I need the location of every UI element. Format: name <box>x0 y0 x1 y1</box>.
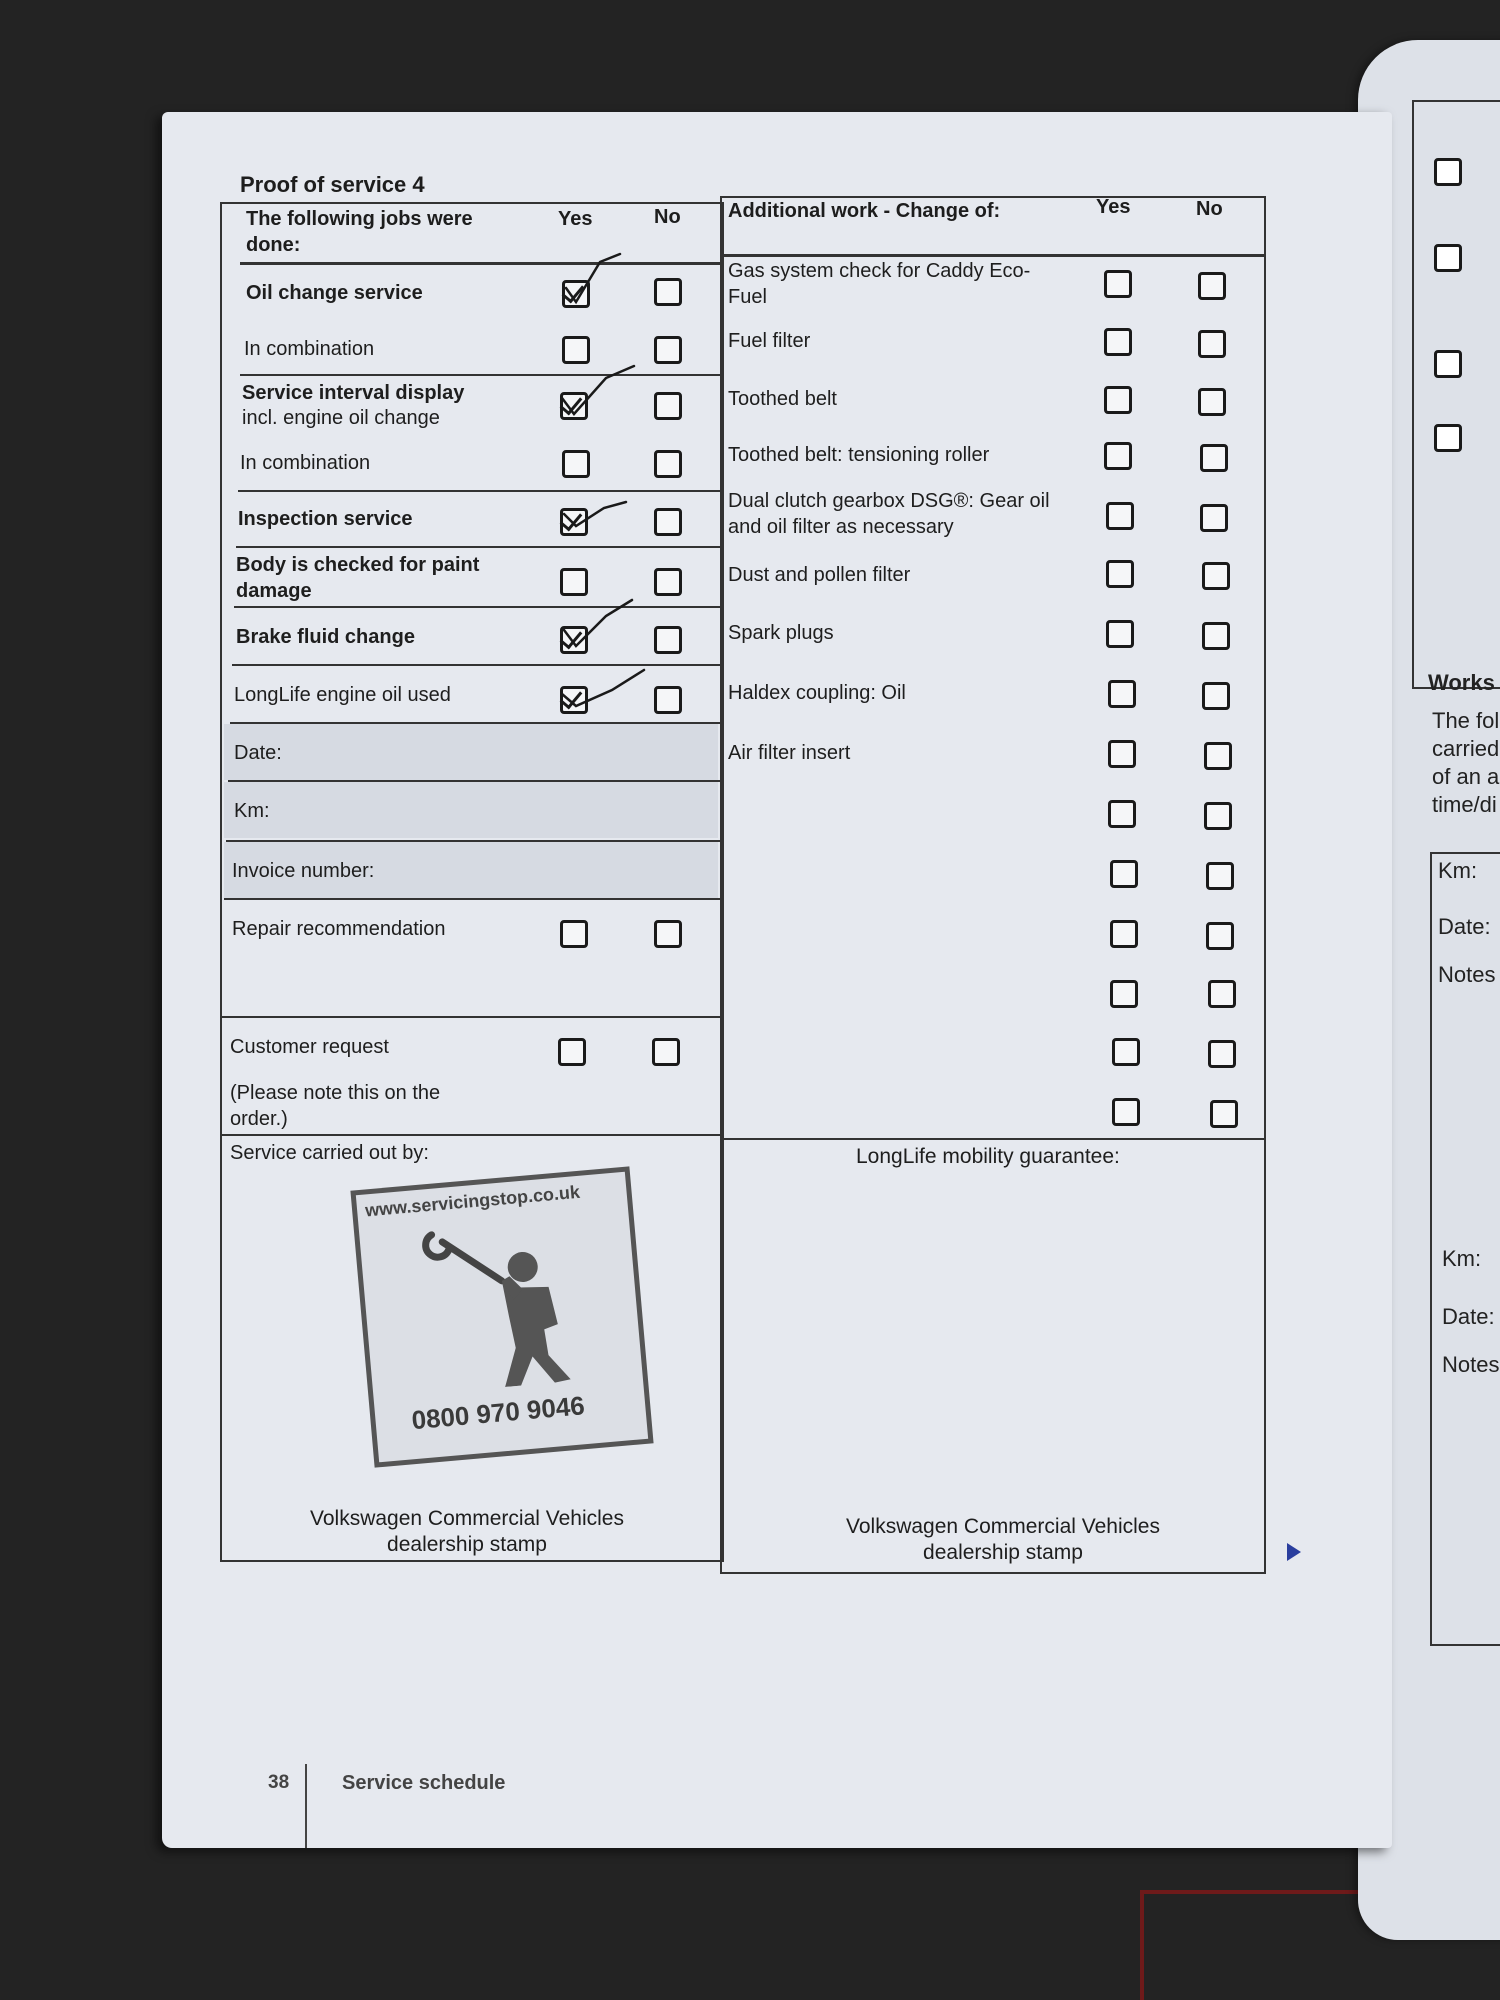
customer-request-label: Customer request <box>230 1036 389 1058</box>
job-yes-checkbox[interactable] <box>560 686 588 714</box>
date-row-shade <box>224 724 718 780</box>
job-yes-checkbox[interactable] <box>562 450 590 478</box>
left-header-label: The following jobs were done: <box>246 208 473 256</box>
left-header-no: No <box>654 206 681 228</box>
additional-work-label: Toothed belt: tensioning roller <box>728 444 990 466</box>
right-stamp-caption: Volkswagen Commercial Vehicles dealership stamp <box>846 1515 1160 1564</box>
additional-no-checkbox[interactable] <box>1208 980 1236 1008</box>
additional-work-label: Air filter insert <box>728 742 851 764</box>
additional-no-checkbox[interactable] <box>1200 504 1228 532</box>
additional-no-checkbox[interactable] <box>1206 922 1234 950</box>
additional-yes-checkbox[interactable] <box>1108 740 1136 768</box>
row-divider <box>240 374 720 376</box>
repair-recommendation-label: Repair recommendation <box>232 918 446 940</box>
job-label: LongLife engine oil used <box>234 684 451 706</box>
job-no-checkbox[interactable] <box>654 686 682 714</box>
additional-yes-checkbox[interactable] <box>1104 386 1132 414</box>
additional-no-checkbox[interactable] <box>1204 802 1232 830</box>
additional-work-label: Haldex coupling: Oil <box>728 682 906 704</box>
job-no-checkbox[interactable] <box>654 392 682 420</box>
longlife-guarantee-label: LongLife mobility guarantee: <box>856 1145 1120 1168</box>
next-page-checkbox[interactable] <box>1434 158 1462 186</box>
date-label: Date: <box>234 742 282 764</box>
job-yes-checkbox[interactable] <box>560 392 588 420</box>
additional-work-label: Spark plugs <box>728 622 834 644</box>
job-no-checkbox[interactable] <box>654 278 682 306</box>
page-number: 38 <box>268 1772 290 1793</box>
right-header-no: No <box>1196 198 1223 220</box>
page-title: Proof of service 4 <box>240 172 425 197</box>
job-label: Service interval display <box>242 382 465 404</box>
additional-work-label: Dust and pollen filter <box>728 564 911 586</box>
next-page-notes: Notes <box>1438 962 1496 987</box>
customer-no-checkbox[interactable] <box>652 1038 680 1066</box>
additional-yes-checkbox[interactable] <box>1104 328 1132 356</box>
additional-yes-checkbox[interactable] <box>1110 980 1138 1008</box>
next-page-km: Km: <box>1438 858 1478 883</box>
next-page-line: The fol <box>1432 708 1500 733</box>
invoice-label: Invoice number: <box>232 860 375 882</box>
additional-work-label: Gas system check for Caddy Eco-Fuel <box>728 260 1031 308</box>
additional-yes-checkbox[interactable] <box>1108 680 1136 708</box>
dealership-stamp <box>350 1166 653 1467</box>
right-header-divider <box>720 254 1264 257</box>
row-divider <box>220 1134 720 1136</box>
km-label: Km: <box>234 800 270 822</box>
job-label: In combination <box>240 452 371 474</box>
row-divider <box>222 1016 720 1018</box>
continue-arrow-icon <box>1287 1543 1301 1561</box>
additional-no-checkbox[interactable] <box>1200 444 1228 472</box>
next-page-km-2: Km: <box>1442 1246 1482 1271</box>
additional-no-checkbox[interactable] <box>1210 1100 1238 1128</box>
additional-yes-checkbox[interactable] <box>1104 270 1132 298</box>
additional-yes-checkbox[interactable] <box>1112 1038 1140 1066</box>
next-page-date-2: Date: <box>1442 1304 1495 1329</box>
row-divider <box>234 606 720 608</box>
additional-yes-checkbox[interactable] <box>1104 442 1132 470</box>
job-no-checkbox[interactable] <box>654 336 682 364</box>
row-divider <box>224 898 720 900</box>
next-page-checkbox-box <box>1412 100 1500 689</box>
row-divider <box>228 780 720 782</box>
job-yes-checkbox[interactable] <box>560 508 588 536</box>
stamp-phone: 0800 970 9046 <box>410 1390 586 1436</box>
job-no-checkbox[interactable] <box>654 626 682 654</box>
row-divider <box>226 840 720 842</box>
next-page-checkbox[interactable] <box>1434 244 1462 272</box>
service-carried-out-label: Service carried out by: <box>230 1142 429 1164</box>
additional-work-label: Toothed belt <box>728 388 837 410</box>
right-header-yes: Yes <box>1096 196 1131 218</box>
next-page-line: carried <box>1432 736 1500 761</box>
additional-no-checkbox[interactable] <box>1202 682 1230 710</box>
customer-yes-checkbox[interactable] <box>558 1038 586 1066</box>
additional-yes-checkbox[interactable] <box>1106 620 1134 648</box>
next-page-heading: Works <box>1428 670 1495 695</box>
additional-work-label: Dual clutch gearbox DSG®: Gear oil and oil filter as necessary <box>728 490 1050 538</box>
footer-divider <box>305 1764 307 1848</box>
additional-yes-checkbox[interactable] <box>1110 860 1138 888</box>
additional-yes-checkbox[interactable] <box>1112 1098 1140 1126</box>
job-label: In combination <box>244 338 375 360</box>
additional-no-checkbox[interactable] <box>1198 388 1226 416</box>
row-divider <box>232 664 720 666</box>
km-row-shade <box>224 782 718 838</box>
row-divider <box>230 722 720 724</box>
left-header-divider <box>240 262 720 265</box>
customer-request-note: (Please note this on the order.) <box>230 1082 441 1130</box>
additional-no-checkbox[interactable] <box>1198 272 1226 300</box>
additional-no-checkbox[interactable] <box>1208 1040 1236 1068</box>
job-no-checkbox[interactable] <box>654 568 682 596</box>
repair-no-checkbox[interactable] <box>654 920 682 948</box>
row-divider <box>236 546 720 548</box>
job-label: Brake fluid change <box>236 626 415 648</box>
next-page-date: Date: <box>1438 914 1491 939</box>
footer-title: Service schedule <box>342 1772 506 1794</box>
mechanic-icon <box>409 1210 593 1394</box>
additional-yes-checkbox[interactable] <box>1106 502 1134 530</box>
additional-no-checkbox[interactable] <box>1206 862 1234 890</box>
additional-work-label: Fuel filter <box>728 330 811 352</box>
additional-no-checkbox[interactable] <box>1204 742 1232 770</box>
job-no-checkbox[interactable] <box>654 450 682 478</box>
additional-yes-checkbox[interactable] <box>1106 560 1134 588</box>
additional-no-checkbox[interactable] <box>1202 622 1230 650</box>
additional-yes-checkbox[interactable] <box>1108 800 1136 828</box>
next-page-checkbox[interactable] <box>1434 350 1462 378</box>
job-label: Body is checked for paint damage <box>236 554 480 602</box>
job-no-checkbox[interactable] <box>654 508 682 536</box>
job-label: Inspection service <box>238 508 413 530</box>
next-page-notes-2: Notes <box>1442 1352 1500 1377</box>
next-page-line: of an a <box>1432 764 1500 789</box>
next-page-checkbox[interactable] <box>1434 424 1462 452</box>
next-page-line: time/di <box>1432 792 1497 817</box>
background-red-line-vertical <box>1140 1890 1144 2000</box>
right-header-label: Additional work - Change of: <box>728 200 1001 222</box>
repair-yes-checkbox[interactable] <box>560 920 588 948</box>
right-guarantee-divider <box>720 1138 1264 1140</box>
job-yes-checkbox[interactable] <box>560 568 588 596</box>
left-header-yes: Yes <box>558 208 593 230</box>
row-divider <box>238 490 720 492</box>
job-yes-checkbox[interactable] <box>562 336 590 364</box>
additional-yes-checkbox[interactable] <box>1110 920 1138 948</box>
left-stamp-caption: Volkswagen Commercial Vehicles dealership stamp <box>310 1507 624 1556</box>
additional-no-checkbox[interactable] <box>1198 330 1226 358</box>
job-label: Oil change service <box>246 282 423 304</box>
stamp-url: www.servicingstop.co.uk <box>364 1181 581 1221</box>
job-sublabel: incl. engine oil change <box>242 407 440 429</box>
job-yes-checkbox[interactable] <box>562 280 590 308</box>
job-yes-checkbox[interactable] <box>560 626 588 654</box>
additional-no-checkbox[interactable] <box>1202 562 1230 590</box>
